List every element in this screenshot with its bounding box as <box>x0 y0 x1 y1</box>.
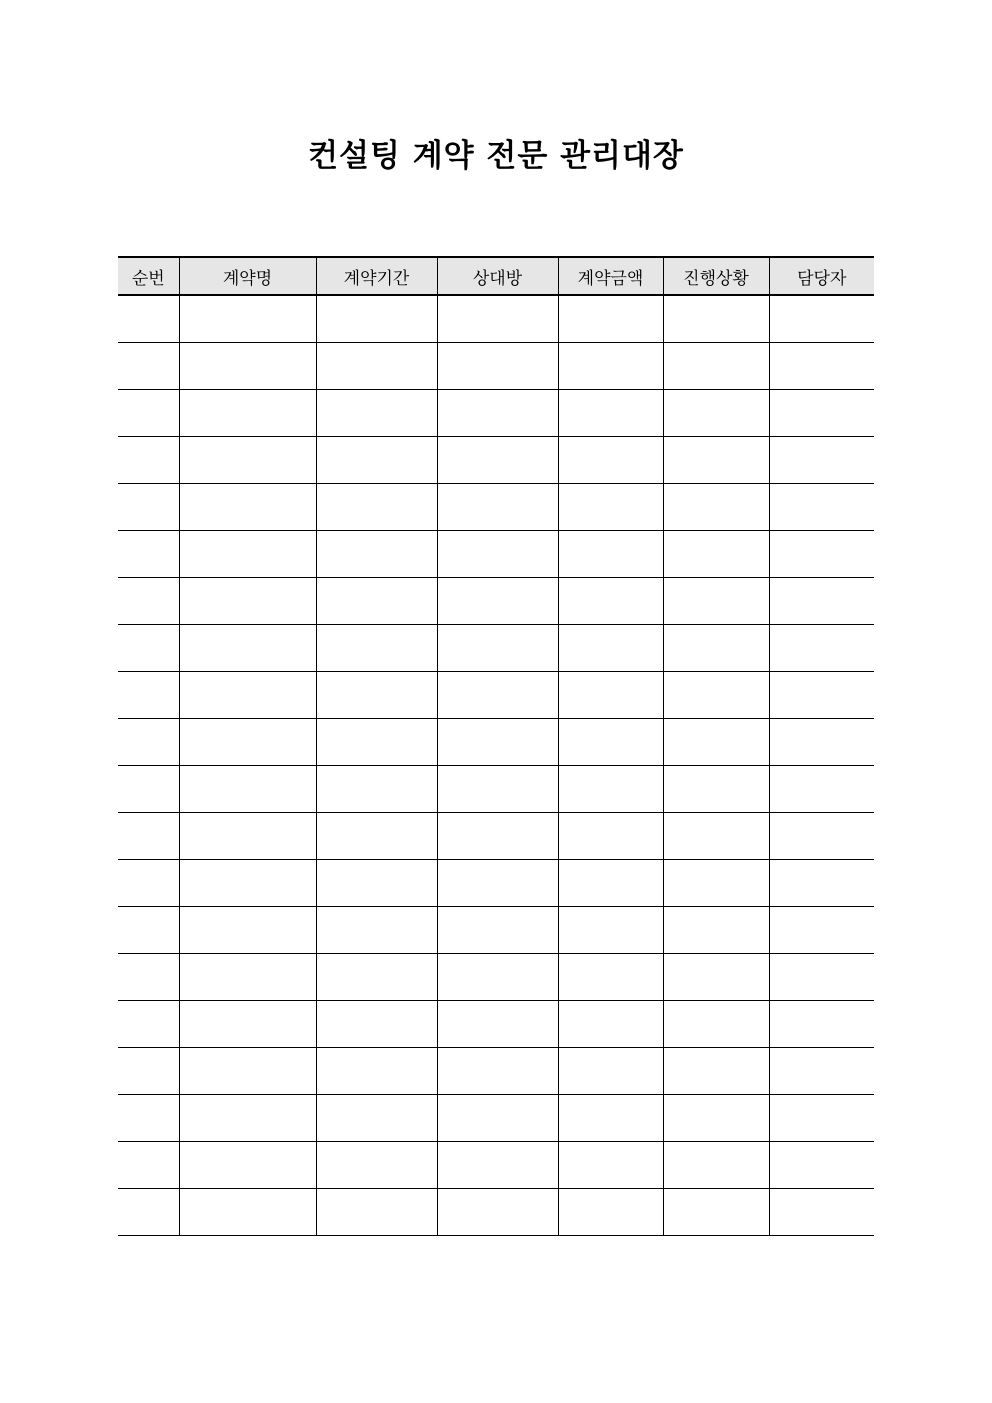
cell-sequence-number[interactable] <box>118 437 179 484</box>
cell-progress-status[interactable] <box>663 1095 769 1142</box>
cell-contract-name[interactable] <box>179 813 316 860</box>
cell-contract-name[interactable] <box>179 531 316 578</box>
cell-contract-amount[interactable] <box>558 766 663 813</box>
table-row <box>118 672 874 719</box>
cell-contract-period[interactable] <box>316 390 437 437</box>
cell-contract-amount[interactable] <box>558 1095 663 1142</box>
cell-sequence-number[interactable] <box>118 295 179 343</box>
cell-contract-period[interactable] <box>316 954 437 1001</box>
cell-sequence-number[interactable] <box>118 1095 179 1142</box>
cell-counterparty[interactable] <box>437 531 558 578</box>
cell-sequence-number[interactable] <box>118 766 179 813</box>
cell-contract-period[interactable] <box>316 860 437 907</box>
cell-sequence-number[interactable] <box>118 625 179 672</box>
cell-contract-period[interactable] <box>316 295 437 343</box>
cell-contract-amount[interactable] <box>558 954 663 1001</box>
cell-contract-name[interactable] <box>179 1001 316 1048</box>
header-contract-period: 계약기간 <box>316 257 437 295</box>
cell-counterparty[interactable] <box>437 813 558 860</box>
cell-contract-name[interactable] <box>179 672 316 719</box>
cell-contract-period[interactable] <box>316 625 437 672</box>
cell-contract-period[interactable] <box>316 484 437 531</box>
table-row <box>118 295 874 343</box>
cell-contract-amount[interactable] <box>558 1048 663 1095</box>
table-row <box>118 954 874 1001</box>
cell-contract-amount[interactable] <box>558 813 663 860</box>
table-row <box>118 719 874 766</box>
cell-counterparty[interactable] <box>437 390 558 437</box>
cell-contract-period[interactable] <box>316 343 437 390</box>
cell-contract-name[interactable] <box>179 484 316 531</box>
cell-counterparty[interactable] <box>437 719 558 766</box>
cell-contract-period[interactable] <box>316 1189 437 1236</box>
table-row <box>118 1048 874 1095</box>
cell-contract-period[interactable] <box>316 672 437 719</box>
cell-contract-name[interactable] <box>179 295 316 343</box>
cell-progress-status[interactable] <box>663 484 769 531</box>
cell-counterparty[interactable] <box>437 625 558 672</box>
cell-contract-name[interactable] <box>179 766 316 813</box>
table-row <box>118 390 874 437</box>
cell-person-in-charge[interactable] <box>769 578 874 625</box>
cell-sequence-number[interactable] <box>118 1189 179 1236</box>
cell-contract-period[interactable] <box>316 1142 437 1189</box>
cell-person-in-charge[interactable] <box>769 1189 874 1236</box>
table-header-row <box>118 257 874 295</box>
cell-contract-period[interactable] <box>316 766 437 813</box>
cell-progress-status[interactable] <box>663 531 769 578</box>
cell-contract-amount[interactable] <box>558 1189 663 1236</box>
cell-contract-period[interactable] <box>316 1001 437 1048</box>
cell-person-in-charge[interactable] <box>769 390 874 437</box>
cell-person-in-charge[interactable] <box>769 954 874 1001</box>
cell-person-in-charge[interactable] <box>769 531 874 578</box>
table-row <box>118 907 874 954</box>
cell-progress-status[interactable] <box>663 719 769 766</box>
table-row <box>118 531 874 578</box>
cell-contract-amount[interactable] <box>558 437 663 484</box>
cell-sequence-number[interactable] <box>118 1142 179 1189</box>
cell-person-in-charge[interactable] <box>769 813 874 860</box>
table-row <box>118 813 874 860</box>
cell-person-in-charge[interactable] <box>769 1142 874 1189</box>
cell-contract-name[interactable] <box>179 719 316 766</box>
cell-counterparty[interactable] <box>437 578 558 625</box>
cell-contract-period[interactable] <box>316 437 437 484</box>
cell-person-in-charge[interactable] <box>769 1095 874 1142</box>
table-body <box>118 295 874 1236</box>
cell-sequence-number[interactable] <box>118 907 179 954</box>
contract-ledger-table <box>118 256 874 1236</box>
cell-contract-period[interactable] <box>316 531 437 578</box>
document-title: 컨설팅 계약 전문 관리대장 <box>308 138 684 174</box>
cell-sequence-number[interactable] <box>118 860 179 907</box>
cell-contract-amount[interactable] <box>558 1001 663 1048</box>
cell-sequence-number[interactable] <box>118 954 179 1001</box>
cell-sequence-number[interactable] <box>118 578 179 625</box>
table-row <box>118 343 874 390</box>
cell-person-in-charge[interactable] <box>769 295 874 343</box>
cell-contract-name[interactable] <box>179 1095 316 1142</box>
cell-contract-name[interactable] <box>179 1142 316 1189</box>
cell-counterparty[interactable] <box>437 1048 558 1095</box>
cell-contract-period[interactable] <box>316 578 437 625</box>
cell-progress-status[interactable] <box>663 625 769 672</box>
cell-progress-status[interactable] <box>663 1142 769 1189</box>
cell-contract-period[interactable] <box>316 719 437 766</box>
cell-contract-period[interactable] <box>316 813 437 860</box>
cell-contract-amount[interactable] <box>558 295 663 343</box>
table-row <box>118 578 874 625</box>
cell-contract-amount[interactable] <box>558 531 663 578</box>
header-progress-status: 진행상황 <box>663 257 769 295</box>
cell-counterparty[interactable] <box>437 672 558 719</box>
table-row <box>118 1095 874 1142</box>
cell-person-in-charge[interactable] <box>769 1001 874 1048</box>
table-row <box>118 860 874 907</box>
header-sequence-number: 순번 <box>118 257 179 295</box>
cell-contract-amount[interactable] <box>558 578 663 625</box>
table-row <box>118 625 874 672</box>
cell-contract-amount[interactable] <box>558 484 663 531</box>
cell-contract-name[interactable] <box>179 578 316 625</box>
cell-progress-status[interactable] <box>663 578 769 625</box>
header-contract-amount: 계약금액 <box>558 257 663 295</box>
cell-contract-name[interactable] <box>179 437 316 484</box>
cell-sequence-number[interactable] <box>118 813 179 860</box>
cell-progress-status[interactable] <box>663 390 769 437</box>
cell-progress-status[interactable] <box>663 813 769 860</box>
cell-contract-amount[interactable] <box>558 860 663 907</box>
cell-progress-status[interactable] <box>663 860 769 907</box>
cell-counterparty[interactable] <box>437 1189 558 1236</box>
cell-contract-amount[interactable] <box>558 625 663 672</box>
header-counterparty: 상대방 <box>437 257 558 295</box>
cell-progress-status[interactable] <box>663 954 769 1001</box>
cell-contract-period[interactable] <box>316 1048 437 1095</box>
cell-sequence-number[interactable] <box>118 343 179 390</box>
cell-counterparty[interactable] <box>437 954 558 1001</box>
cell-counterparty[interactable] <box>437 766 558 813</box>
cell-progress-status[interactable] <box>663 1189 769 1236</box>
table-row <box>118 1142 874 1189</box>
cell-counterparty[interactable] <box>437 1142 558 1189</box>
cell-person-in-charge[interactable] <box>769 672 874 719</box>
table-row <box>118 484 874 531</box>
cell-counterparty[interactable] <box>437 295 558 343</box>
cell-contract-amount[interactable] <box>558 1142 663 1189</box>
cell-contract-name[interactable] <box>179 1048 316 1095</box>
cell-sequence-number[interactable] <box>118 531 179 578</box>
header-person-in-charge: 담당자 <box>769 257 874 295</box>
cell-person-in-charge[interactable] <box>769 907 874 954</box>
cell-counterparty[interactable] <box>437 907 558 954</box>
cell-person-in-charge[interactable] <box>769 719 874 766</box>
cell-contract-amount[interactable] <box>558 390 663 437</box>
cell-progress-status[interactable] <box>663 1001 769 1048</box>
cell-sequence-number[interactable] <box>118 1048 179 1095</box>
cell-contract-name[interactable] <box>179 625 316 672</box>
cell-progress-status[interactable] <box>663 766 769 813</box>
cell-person-in-charge[interactable] <box>769 625 874 672</box>
cell-contract-amount[interactable] <box>558 672 663 719</box>
cell-person-in-charge[interactable] <box>769 1048 874 1095</box>
cell-contract-name[interactable] <box>179 907 316 954</box>
table-row <box>118 437 874 484</box>
cell-progress-status[interactable] <box>663 1048 769 1095</box>
cell-counterparty[interactable] <box>437 484 558 531</box>
cell-contract-amount[interactable] <box>558 907 663 954</box>
table-row <box>118 1001 874 1048</box>
cell-person-in-charge[interactable] <box>769 343 874 390</box>
cell-person-in-charge[interactable] <box>769 484 874 531</box>
cell-counterparty[interactable] <box>437 1095 558 1142</box>
cell-contract-name[interactable] <box>179 343 316 390</box>
cell-contract-period[interactable] <box>316 907 437 954</box>
cell-contract-period[interactable] <box>316 1095 437 1142</box>
cell-progress-status[interactable] <box>663 672 769 719</box>
cell-progress-status[interactable] <box>663 907 769 954</box>
cell-person-in-charge[interactable] <box>769 766 874 813</box>
cell-progress-status[interactable] <box>663 295 769 343</box>
cell-counterparty[interactable] <box>437 860 558 907</box>
cell-progress-status[interactable] <box>663 437 769 484</box>
cell-person-in-charge[interactable] <box>769 437 874 484</box>
table-row <box>118 1189 874 1236</box>
cell-contract-name[interactable] <box>179 860 316 907</box>
cell-contract-amount[interactable] <box>558 343 663 390</box>
table-row <box>118 766 874 813</box>
cell-sequence-number[interactable] <box>118 719 179 766</box>
cell-sequence-number[interactable] <box>118 1001 179 1048</box>
cell-sequence-number[interactable] <box>118 390 179 437</box>
cell-contract-name[interactable] <box>179 390 316 437</box>
cell-progress-status[interactable] <box>663 343 769 390</box>
cell-contract-amount[interactable] <box>558 719 663 766</box>
cell-contract-name[interactable] <box>179 954 316 1001</box>
cell-sequence-number[interactable] <box>118 484 179 531</box>
cell-counterparty[interactable] <box>437 343 558 390</box>
cell-contract-name[interactable] <box>179 1189 316 1236</box>
cell-counterparty[interactable] <box>437 437 558 484</box>
header-contract-name: 계약명 <box>179 257 316 295</box>
cell-sequence-number[interactable] <box>118 672 179 719</box>
cell-person-in-charge[interactable] <box>769 860 874 907</box>
cell-counterparty[interactable] <box>437 1001 558 1048</box>
